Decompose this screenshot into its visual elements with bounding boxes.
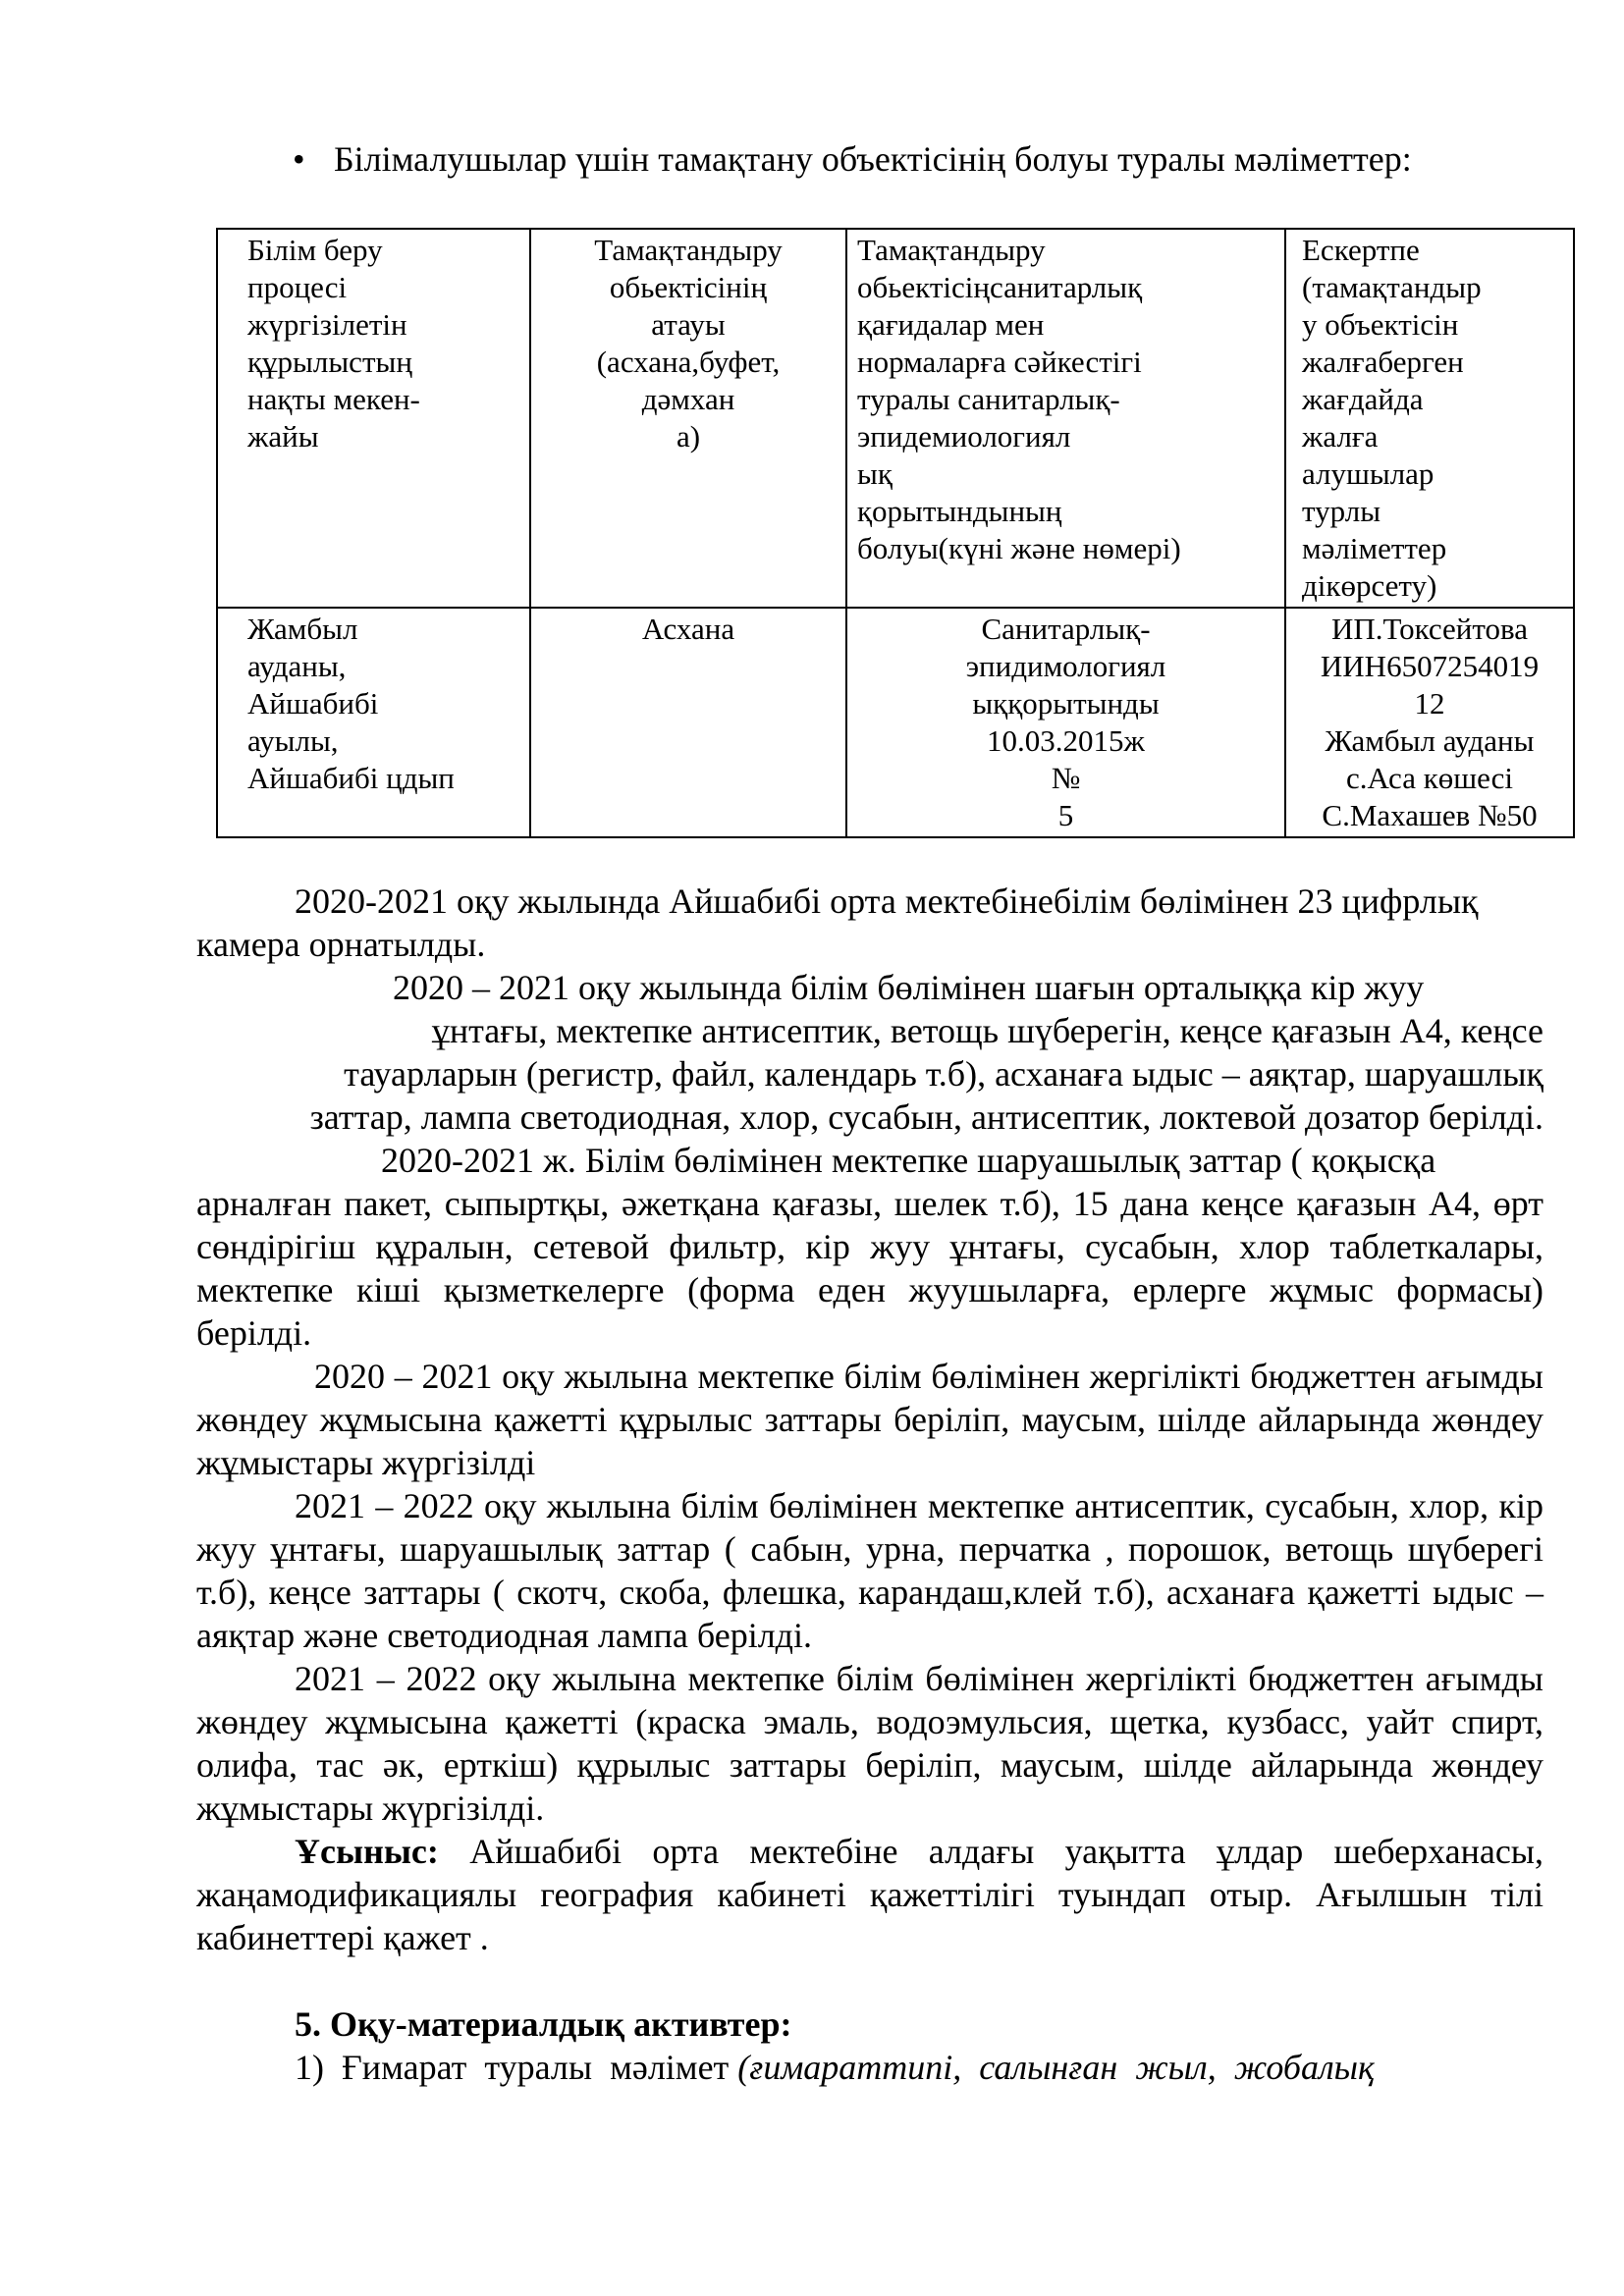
header-cell-address: Білім беру процесі жүргізілетін құрылыстың нақты мекен- жайы xyxy=(217,229,530,608)
cell-address: Жамбыл ауданы, Айшабибі ауылы, Айшабибі цдып xyxy=(217,608,530,837)
table-row xyxy=(217,608,1574,837)
bullet-icon: • xyxy=(293,139,305,179)
paragraph-proposal xyxy=(196,1830,1543,1959)
paragraph-household-rest: арналған пакет, сыпыртқы, әжетқана қағазы, шелек т.б), 15 дана кеңсе қағазын А4, өрт сөндірігіш құралын, сетевой фильтр, кір жуу ұнтағы, сусабын, хлор таблеткалары, мектепке кіші қызметкелерге (форма еден жуушыларға, ерлерге жұмыс формасы) берілді. xyxy=(196,1184,1543,1353)
paragraph-2020-line1: 2020 – 2021 оқу жылында білім бөлімінен шағын орталыққа кір жуу xyxy=(393,968,1425,1007)
paragraph-2020-line3: тауарларын (регистр, файл, календарь т.б), асханаға ыдыс – аяқтар, шаруашлық xyxy=(344,1054,1543,1094)
bullet-heading xyxy=(293,135,1412,183)
paragraph-repair-2020: 2020 – 2021 оқу жылына мектепке білім бөлімінен жергілікті бюджеттен ағымды жөндеу жұмысына қажетті құрылыс заттары беріліп, маусым, шілде айларында жөндеу жұмыстары жүргізілді xyxy=(196,1357,1543,1482)
cell-note: ИП.Токсейтова ИИН6507254019 12 Жамбыл ауданы с.Аса көшесі С.Махашев №50 xyxy=(1285,608,1574,837)
paragraph-cameras: 2020-2021 оқу жылында Айшабибі орта мектебінебілім бөлімінен 23 цифрлық камера орнатылды. xyxy=(196,881,1479,964)
paragraph-household-first: 2020-2021 ж. Білім бөлімінен мектепке шаруашылық заттар ( қоқысқа xyxy=(381,1141,1436,1180)
proposal-text: Айшабибі орта мектебіне алдағы уақытта ұлдар шеберханасы, жаңамодификациялы география кабинеті қажеттілігі туындап отыр. Ағылшын тілі кабинеттері қажет . xyxy=(196,1832,1543,1957)
section-item-1 xyxy=(196,2046,1543,2089)
section-item-1-text: 1) Ғимарат туралы мәлімет xyxy=(295,2048,738,2087)
paragraph-repair-2021: 2021 – 2022 оқу жылына мектепке білім бөлімінен жергілікті бюджеттен ағымды жөндеу жұмысына қажетті (краска эмаль, водоэмульсия, щетка, кузбасс, уайт спирт, олифа, тас әк, ерткіш) құрылыс заттары беріліп, маусым, шілде айларында жөндеу жұмыстары жүргізілді. xyxy=(196,1659,1543,1828)
cell-object-name: Асхана xyxy=(530,608,846,837)
section-heading: 5. Оқу-материалдық активтер: xyxy=(295,2004,792,2044)
paragraph-2020-line4: заттар, лампа светодиодная, хлор, сусабын, антисептик, локтевой дозатор берілді. xyxy=(309,1097,1543,1137)
table-header-row xyxy=(217,229,1574,608)
cell-conclusion: Санитарлық- эпидимологиял ыққорытынды 10.03.2015ж № 5 xyxy=(846,608,1285,837)
header-cell-object-name: Тамақтандыру обьектісінің атауы (асхана,буфет, дәмхан а) xyxy=(530,229,846,608)
header-cell-note: Ескертпе (тамақтандыр у объектісін жалғаберген жағдайда жалға алушылар турлы мәліметтер дікөрсету) xyxy=(1285,229,1574,608)
body-text xyxy=(196,880,1543,2089)
paragraph-2020-line2: ұнтағы, мектепке антисептик, ветощь шүберегін, кеңсе қағазын А4, кеңсе xyxy=(431,1011,1543,1050)
proposal-label: Ұсыныс: xyxy=(295,1832,439,1871)
catering-info-table xyxy=(216,228,1575,838)
spacer xyxy=(196,1959,1543,2002)
header-cell-conclusion: Тамақтандыру обьектісіңсанитарлық қағидалар мен нормаларға сәйкестігі туралы санитарлық- эпидемиологиял ық қорытындының болуы(күні және нөмері) xyxy=(846,229,1285,608)
section-item-1-italic: (ғимараттипі, салынған жыл, жобалық xyxy=(737,2048,1375,2087)
paragraph-supplies-2021: 2021 – 2022 оқу жылына білім бөлімінен мектепке антисептик, сусабын, хлор, кір жуу ұнтағы, шаруашылық заттар ( сабын, урна, перчатка , порошок, ветощь шүберегі т.б), кеңсе заттары ( скотч, скоба, флешка, карандаш,клей т.б), асханаға қажетті ыдыс – аяқтар және светодиодная лампа берілді. xyxy=(196,1486,1543,1655)
bullet-heading-text: Білімалушылар үшін тамақтану объектісінің болуы туралы мәліметтер: xyxy=(334,139,1412,179)
